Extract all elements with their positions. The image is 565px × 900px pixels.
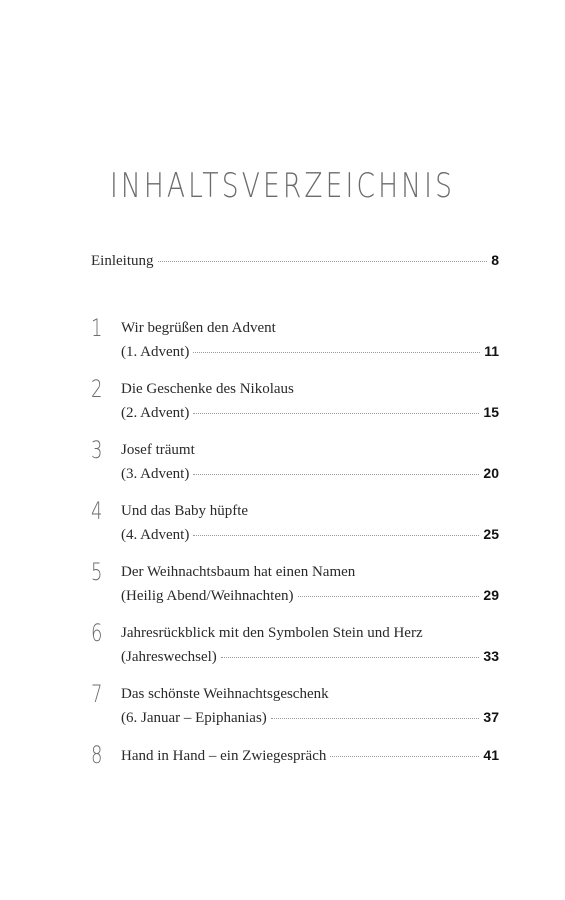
chapter-number: 7 [91, 680, 103, 708]
toc-page-number: 29 [483, 587, 499, 603]
chapter-number: 1 [91, 314, 103, 342]
chapter-subtitle: (Jahreswechsel) [121, 649, 217, 665]
chapter-list [91, 314, 499, 802]
chapter-subtitle: (2. Advent) [121, 405, 190, 421]
chapter-title: Jahresrückblick mit den Symbolen Stein und Herz [121, 625, 423, 641]
chapter-number: 8 [91, 741, 103, 769]
dot-leader [193, 413, 479, 414]
chapter-subtitle-row [121, 587, 499, 605]
dot-leader [158, 261, 488, 262]
chapter-title: Hand in Hand – ein Zwiegespräch [121, 748, 327, 764]
toc-chapter-4 [91, 497, 499, 558]
chapter-title: Die Geschenke des Nikolaus [121, 381, 294, 397]
toc-chapter-7 [91, 680, 499, 741]
toc-entry-introduction [91, 252, 499, 270]
toc-page-number: 20 [483, 465, 499, 481]
chapter-subtitle-row [121, 526, 499, 544]
chapter-title: Wir begrüßen den Advent [121, 320, 276, 336]
toc-page-number: 15 [483, 404, 499, 420]
chapter-title: Josef träumt [121, 442, 195, 458]
chapter-subtitle-row [121, 404, 499, 422]
chapter-subtitle-row [121, 709, 499, 727]
dot-leader [221, 657, 480, 658]
chapter-subtitle-row [121, 343, 499, 361]
chapter-subtitle: (6. Januar – Epiphanias) [121, 710, 267, 726]
toc-chapter-6 [91, 619, 499, 680]
toc-chapter-2 [91, 375, 499, 436]
chapter-subtitle: (Heilig Abend/Weihnachten) [121, 588, 294, 604]
toc-page-number: 41 [483, 747, 499, 763]
dot-leader [193, 352, 480, 353]
chapter-subtitle: (1. Advent) [121, 344, 190, 360]
toc-chapter-5 [91, 558, 499, 619]
chapter-title: Der Weihnachtsbaum hat einen Namen [121, 564, 356, 580]
dot-leader [193, 535, 479, 536]
chapter-title-row [121, 747, 499, 765]
chapter-subtitle: (3. Advent) [121, 466, 190, 482]
chapter-subtitle-row [121, 465, 499, 483]
chapter-title: Und das Baby hüpfte [121, 503, 249, 519]
dot-leader [330, 756, 479, 757]
chapter-number: 2 [91, 375, 103, 403]
dot-leader [271, 718, 480, 719]
toc-page-number: 11 [484, 343, 499, 359]
chapter-number: 4 [91, 497, 103, 525]
chapter-number: 3 [91, 436, 103, 464]
page-title: INHALTSVERZEICHNIS [109, 166, 456, 206]
chapter-title: Das schönste Weihnachtsgeschenk [121, 686, 329, 702]
toc-chapter-8 [91, 741, 499, 802]
toc-chapter-1 [91, 314, 499, 375]
chapter-number: 5 [91, 558, 103, 586]
chapter-subtitle-row [121, 648, 499, 666]
chapter-subtitle: (4. Advent) [121, 527, 190, 543]
toc-page-number: 8 [491, 252, 499, 268]
toc-chapter-3 [91, 436, 499, 497]
chapter-number: 6 [91, 619, 103, 647]
toc-page-number: 37 [483, 709, 499, 725]
dot-leader [193, 474, 479, 475]
dot-leader [298, 596, 480, 597]
toc-page-number: 25 [483, 526, 499, 542]
toc-page-number: 33 [483, 648, 499, 664]
toc-entry-label: Einleitung [91, 253, 154, 269]
